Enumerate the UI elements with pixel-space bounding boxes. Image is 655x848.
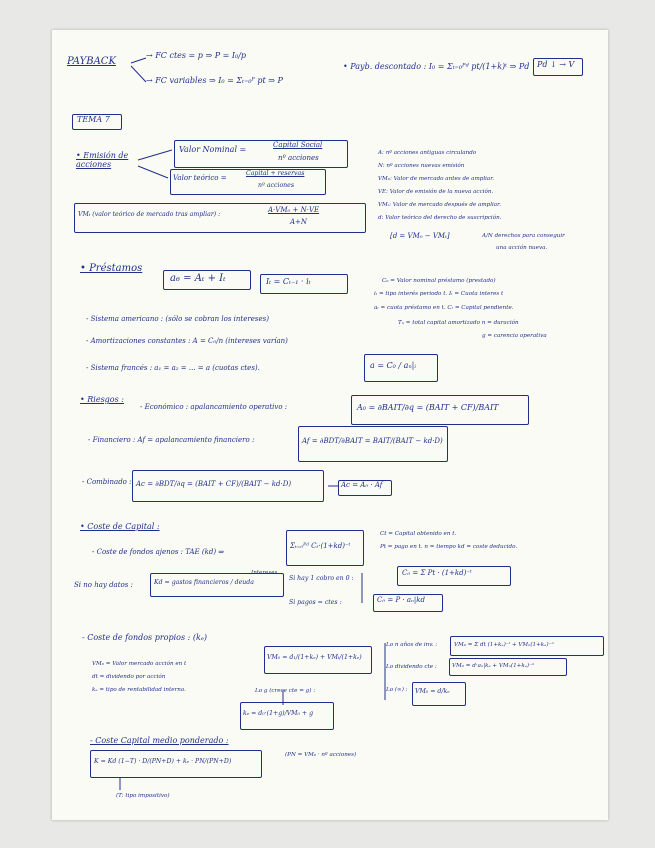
propios-dt-def: dt = dividendo por acción bbox=[92, 674, 166, 680]
propios-vm-def: VM₀ = Valor mercado acción en t bbox=[92, 661, 187, 667]
ccmp-t-note: (T: tipo impositivo) bbox=[116, 793, 170, 799]
riesgo-financiero-formula: Af = ∂BDT/∂BAIT = BAIT/(BAIT − kd·D) bbox=[302, 437, 443, 445]
riesgo-financiero: - Financiero : Af = apalancamiento financiero : bbox=[88, 436, 255, 444]
sistema-americano: - Sistema americano : (sólo se cobran los intereses) bbox=[86, 315, 269, 323]
prestamos-at-formula: a₆ = Aₜ + Iₜ bbox=[170, 273, 226, 284]
derecho-note-1: A/N derechos para conseguir bbox=[482, 233, 565, 239]
ccmp-heading: - Coste Capital medio ponderado : bbox=[90, 736, 229, 745]
prestamos-legend-5: g = carencia operativa bbox=[482, 333, 547, 339]
vm0-formula: VM₀ = d₁/(1+kₑ) + VMₜ/(1+kₑ) bbox=[267, 654, 362, 661]
payback-descontado: • Payb. descontado : I₀ = Σₜ₌₀ᴾᵈ pt/(1+k)ᵗ ⇒ Pd bbox=[343, 62, 530, 71]
derecho-formula: [d = VM₀ − VMₜ] bbox=[390, 232, 450, 240]
riesgos-heading: • Riesgos : bbox=[80, 395, 124, 404]
cobro-formula: C₀ = Σ Pt · (1+kd)⁻ᵗ bbox=[402, 569, 472, 577]
prestamos-legend-2: iₜ = tipo interés periodo t. Iₜ = Cuota interes t bbox=[374, 291, 504, 297]
ccmp-pn-note: (PN = VM₀ · nº acciones) bbox=[285, 752, 357, 758]
valor-teorico-label: Valor teórico = bbox=[173, 174, 227, 182]
riesgo-combinado: - Combinado : bbox=[82, 478, 132, 486]
frances-formula: a = C₀ / aₙ|ᵢ bbox=[370, 361, 416, 370]
coste-ajenos-note-2: Pt = pago en t. n = tiempo kd = coste deducido. bbox=[380, 544, 518, 550]
payback-heading: PAYBACK bbox=[67, 56, 116, 67]
valor-teorico-den: nº acciones bbox=[258, 182, 295, 189]
riesgo-economico-formula: A₀ = ∂BAIT/∂q = (BAIT + CF)/BAIT bbox=[357, 403, 499, 412]
vmt-label: VMₜ (valor teórico de mercado tras ampliar) : bbox=[78, 211, 221, 218]
vmt-den: A+N bbox=[290, 218, 308, 226]
valor-nominal-num: Capital Social bbox=[273, 141, 323, 149]
valor-teorico-num: Capital + reservas bbox=[246, 170, 305, 177]
prestamos-legend-4: Tₙ = total capital amortizado n = duración bbox=[398, 320, 519, 326]
valor-nominal-label: Valor Nominal = bbox=[179, 145, 247, 154]
ccmp-formula: K = Kd (1−T) · D/(PN+D) + kₑ · PN/(PN+D) bbox=[94, 758, 232, 765]
riesgo-economico: - Económico : apalancamiento operativo : bbox=[140, 403, 288, 411]
valor-nominal-den: nº acciones bbox=[278, 154, 319, 162]
tema7-legend-6: d: Valor teórico del derecho de suscripción. bbox=[378, 215, 502, 221]
dividendo-cte-formula: VM₀ = d·aₙ|kₑ + VMₙ(1+kₑ)⁻ⁿ bbox=[452, 663, 535, 669]
payback-fc-ctes: → FC ctes = p ⇒ P = I₀/p bbox=[146, 51, 247, 60]
sin-datos-formula: Kd = gastos financieros / deuda bbox=[154, 579, 254, 586]
coste-ajenos-note-1: Ct = Capital obtenido en t. bbox=[380, 531, 457, 537]
payback-descontado-result: Pd ↓ → V bbox=[537, 60, 575, 69]
pagos-label: Si pagos = ctes : bbox=[289, 599, 342, 606]
n-anos-formula: VM₀ = Σ dt (1+kₑ)⁻ᵗ + VMₙ(1+kₑ)⁻ⁿ bbox=[454, 642, 554, 648]
ke-formula: kₑ = d₀·(1+g)/VM₀ + g bbox=[243, 710, 314, 717]
vmt-num: A·VM₀ + N·VE bbox=[268, 206, 320, 214]
coste-capital-heading: • Coste de Capital : bbox=[80, 522, 160, 531]
dividendo-cte-label: Lo dividendo cte : bbox=[386, 664, 437, 670]
combinado-result: Ac = A₀ · Af bbox=[341, 481, 383, 489]
intereses-label: Intereses bbox=[251, 570, 278, 576]
crece-label: Lo g (crece cte = g) : bbox=[255, 688, 316, 694]
prestamos-legend-3: aₜ = cuota préstamo en t. Cₜ = Capital pendiente. bbox=[374, 305, 514, 311]
coste-ajenos-formula: Σₜ₌₀ᴾᵈ Cₜ·(1+kd)⁻ᵗ bbox=[290, 542, 351, 550]
tema7-legend-2: N: nº acciones nuevas emisión bbox=[378, 163, 465, 169]
prestamos-legend-1: C₀ = Valor nominal préstamo (prestado) bbox=[382, 278, 496, 284]
riesgo-combinado-formula: Ac = ∂BDT/∂q = (BAIT + CF)/(BAIT − kd·D) bbox=[136, 480, 292, 488]
emision-label: • Emisión de acciones bbox=[76, 151, 129, 169]
cobro-label: Si hay 1 cobro en 0 : bbox=[289, 575, 354, 582]
sin-datos-label: Si no hay datos : bbox=[74, 581, 133, 589]
n-anos-label: Lo n años de inv. : bbox=[386, 642, 438, 648]
amortizaciones-constantes: - Amortizaciones constantes : A = C₀/n (intereses varían) bbox=[86, 337, 288, 345]
derecho-note-2: una acción nueva. bbox=[496, 245, 548, 251]
infinito-label: Lo (∞) : bbox=[386, 687, 408, 693]
fondos-propios-heading: - Coste de fondos propios : (kₑ) bbox=[82, 633, 208, 642]
prestamos-it-formula: Iₜ = Cₜ₋₁ · iₜ bbox=[266, 277, 311, 286]
prestamos-heading: • Préstamos bbox=[80, 263, 143, 274]
tema7-legend-4: VE: Valor de emisión de la nueva acción. bbox=[378, 189, 494, 195]
tema7-heading: TEMA 7 bbox=[77, 115, 110, 124]
infinito-formula: VM₀ = d/kₑ bbox=[415, 688, 450, 695]
pagos-formula: C₀ = P · aₙ|kd bbox=[377, 596, 425, 604]
coste-fondos-ajenos: - Coste de fondos ajenos : TAE (kd) ⇒ bbox=[92, 548, 225, 556]
propios-ke-def: kₑ = tipo de rentabilidad interna. bbox=[92, 687, 186, 693]
tema7-legend-3: VM₀: Valor de mercado antes de ampliar. bbox=[378, 176, 495, 182]
payback-fc-variables: → FC variables ⇒ I₀ = Σₜ₌₀ᴾ pt ⇒ P bbox=[146, 76, 283, 85]
tema7-legend-1: A: nº acciones antiguas circulando bbox=[378, 150, 477, 156]
sistema-frances: - Sistema francés : a₁ = a₂ = ... = a (cuotas ctes). bbox=[86, 364, 260, 372]
tema7-legend-5: VMₜ: Valor de mercado después de ampliar. bbox=[378, 202, 501, 208]
